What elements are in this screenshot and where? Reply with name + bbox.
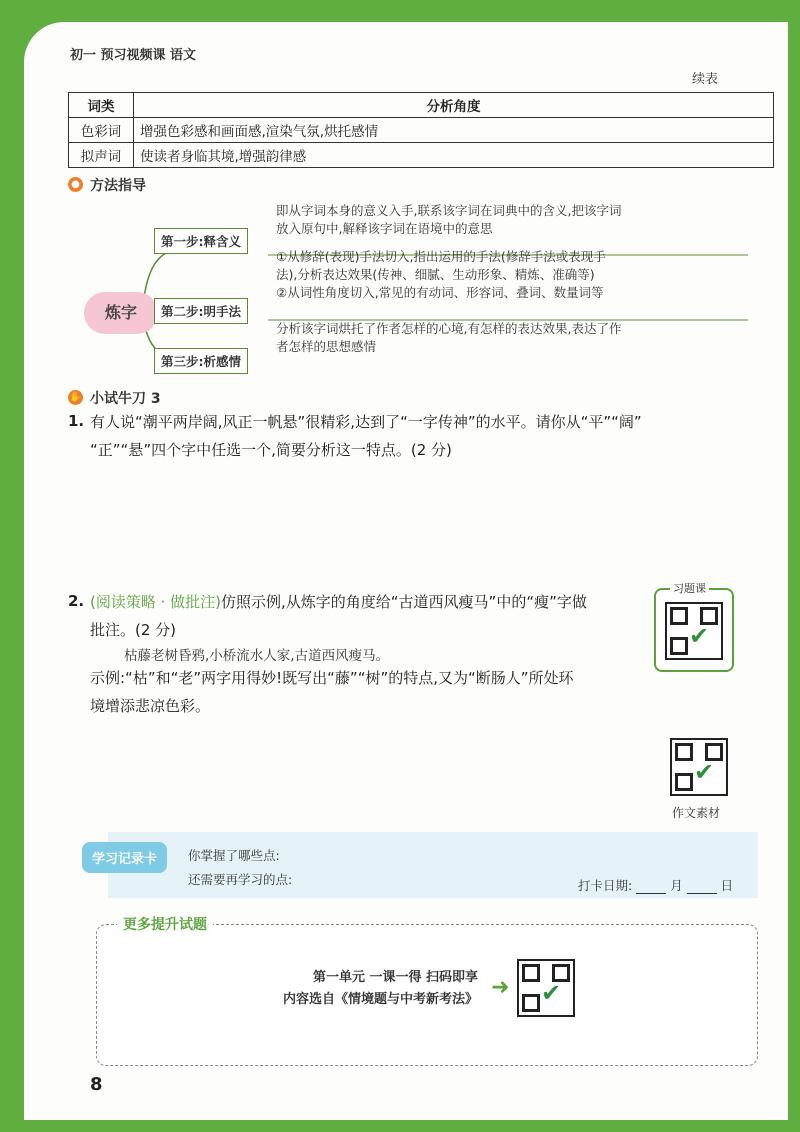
month-blank[interactable] [636,878,666,894]
step-one-text [276,202,621,238]
day-label: 日 [720,878,734,893]
book-title: 初一 预习视频课 语文 [70,48,197,63]
exercise-qr-label: 习题课 [670,580,709,596]
practice-title: 小试牛刀 3 [90,391,161,407]
review-points-label: 还需要再学习的点: [188,872,293,887]
question-two [90,588,650,644]
poem-line: 枯藤老树昏鸦,小桥流水人家,古道西风瘦马。 [124,648,390,664]
hand-icon: ✋ [69,392,82,403]
question-text: 仿照示例,从炼字的角度给“古道西风瘦马”中的“瘦”字做 [221,593,587,611]
writing-material-label: 作文素材 [672,806,721,820]
qr-code-icon: ✔ [665,602,723,660]
more-practice-box [96,917,758,1066]
step-one-line: 即从字词本身的意义入手,联系该字词在词典中的含义,把该字词 [276,203,622,218]
page-number: 8 [90,1074,103,1095]
step-two-text [276,248,606,302]
step-two-line: 法),分析表达效果(传神、细腻、生动形象、精炼、准确等) [276,267,595,282]
more-practice-line: 第一单元 一课一得 扫码即享 [312,970,479,985]
checkin-label: 打卡日期: [578,878,633,893]
step-three-box: 第三步:析感情 [154,348,248,374]
question-number: 2. [68,592,85,610]
step-one-box: 第一步:释含义 [154,228,248,254]
question-line [90,588,650,616]
mastered-points-label: 你掌握了哪些点: [188,848,280,863]
continued-label: 续表 [691,72,718,87]
month-label: 月 [670,878,683,893]
question-one [90,408,760,464]
table-cell: 增强色彩感和画面感,渲染气氛,烘托感情 [134,118,774,143]
more-practice-line: 内容选自《情境题与中考新考法》 [283,992,479,1007]
question-line: 批注。(2 分) [90,621,177,639]
reading-strategy-tag: (阅读策略 · 做批注) [90,593,222,611]
example-text [90,664,690,720]
question-line: 有人说“潮平两岸阔,风正一帆悬”很精彩,达到了“一字传神”的水平。请你从“平”“阔” [90,413,642,431]
table-header: 分析角度 [134,93,774,118]
arrow-right-icon: ➜ [491,975,510,1000]
table-cell: 使读者身临其境,增强韵律感 [134,143,774,168]
table-cell: 色彩词 [69,118,134,143]
day-blank[interactable] [687,878,717,894]
table-row [69,118,774,143]
page-sheet [24,22,788,1120]
step-two-line: ②从词性角度切入,常见的有动词、形容词、叠词、数量词等 [276,285,604,300]
qr-code-icon[interactable]: ✔ [670,738,728,796]
example-line: 境增添悲凉色彩。 [90,697,211,715]
table-cell: 拟声词 [69,143,134,168]
table-header-row [69,93,774,118]
record-badge: 学习记录卡 [82,842,167,873]
step-one-line: 放入原句中,解释该字词在语境中的意思 [276,221,493,236]
more-practice-text [283,967,478,1011]
step-three-line: 分析该字词烘托了作者怎样的心境,有怎样的表达效果,表达了作 [276,321,622,336]
question-line: “正”“悬”四个字中任选一个,简要分析这一特点。(2 分) [90,441,452,459]
more-practice-title: 更多提升试题 [117,914,213,934]
step-two-box: 第二步:明手法 [154,298,248,324]
table-header: 词类 [69,93,134,118]
step-three-line: 者怎样的思想感情 [276,339,377,354]
person-icon: ● [68,177,83,192]
example-line: 示例:“枯”和“老”两字用得妙!既写出“藤”“树”的特点,又为“断肠人”所处环 [90,669,574,687]
exercise-qr-frame[interactable] [654,582,734,672]
study-record-card [92,832,758,898]
checkin-date [578,876,733,894]
step-two-line: ①从修辞(表现)手法切入,指出运用的手法(修辞手法或表现手 [276,249,606,264]
question-number: 1. [68,412,85,430]
step-three-text [276,320,621,356]
mind-map-center: 炼字 [84,292,158,334]
table-row [69,143,774,168]
qr-code-icon[interactable]: ✔ [517,959,575,1017]
word-type-table [68,92,774,168]
method-title: 方法指导 [90,178,146,194]
